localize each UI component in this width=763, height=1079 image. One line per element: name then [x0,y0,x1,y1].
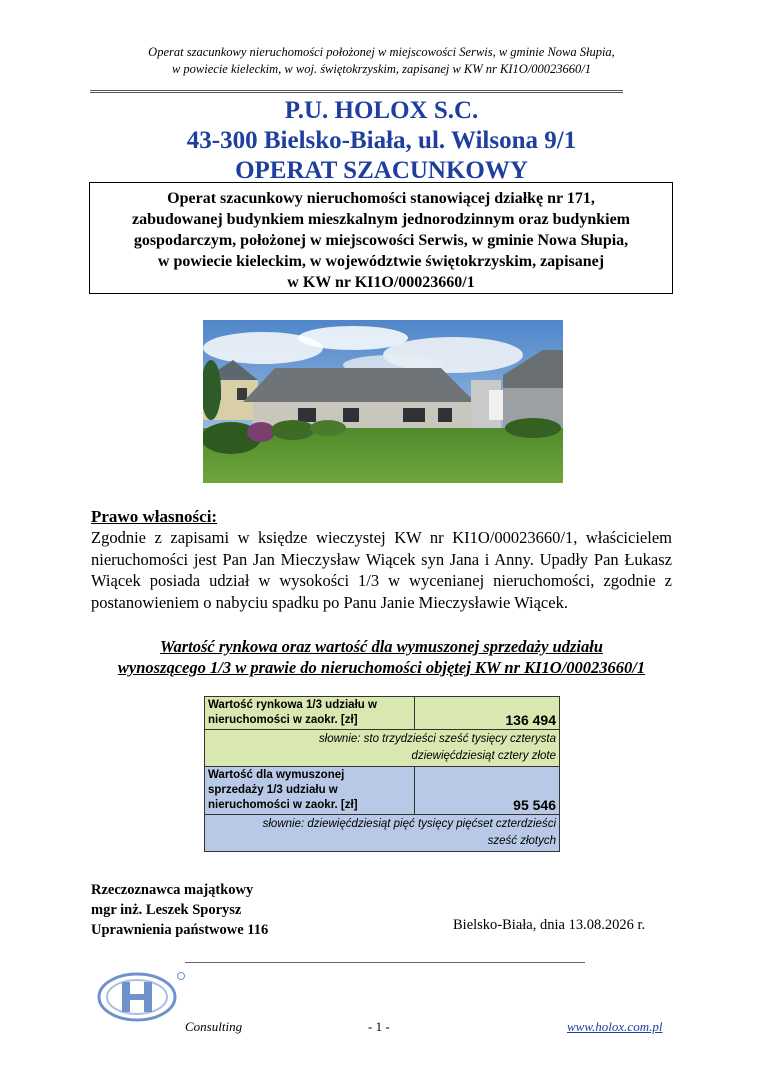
valuation-title [80,636,683,678]
company-block [60,96,703,186]
description-line: gospodarczym, położonej w miejscowości Serwis, w gminie Nowa Słupia, [133,232,629,249]
label-line: Wartość rynkowa 1/3 udziału w [208,699,377,711]
forced-sale-row [205,767,560,815]
ownership-text: Zgodnie z zapisami w księdze wieczystej KW nr KI1O/00023660/1, właścicielem nieruchomości jest Pan Jan Mieczysław Wiącek syn Jana i Anny. Upadły Pan Łukasz Wiącek posiada udział w wysokości 1/3 w wycenianej nieruchomości, zgodnie z postanowieniem o nabyciu spadku po Panu Janie Mieczysławie Wiącek. [91,528,672,612]
forced-sale-words [205,815,560,852]
words-line: słownie: dziewięćdziesiąt pięć tysięcy pięćset czterdzieści [262,818,556,830]
header-line-1: Operat szacunkowy nieruchomości położonej w miejscowości Serwis, w gminie Nowa Słupia, [148,45,615,59]
words-line: dziewięćdziesiąt cztery złote [411,750,556,762]
document-type: OPERAT SZACUNKOWY [235,157,528,184]
property-photo [203,320,563,483]
description-line: w KW nr KI1O/00023660/1 [287,274,475,291]
footer-divider [185,962,585,963]
market-value-label [205,697,415,730]
holox-logo-icon [97,970,187,1027]
valuation-title-line: Wartość rynkowa oraz wartość dla wymuszonej sprzedaży udziału [160,637,603,656]
label-line: Wartość dla wymuszonej [208,769,345,781]
company-address: 43-300 Bielsko-Biała, ul. Wilsona 9/1 [186,127,577,154]
ownership-heading: Prawo własności: [91,507,218,526]
forced-sale-words-row [205,815,560,852]
appraiser-name: mgr inż. Leszek Sporysz [91,902,242,918]
page-number: - 1 - [368,1019,390,1034]
label-line: sprzedaży 1/3 udziału w [208,784,338,796]
market-value-words [205,730,560,767]
header-divider [90,90,623,93]
appraiser-signature [91,880,268,940]
forced-sale-amount: 95 546 [415,767,560,815]
label-line: nieruchomości w zaokr. [zł] [208,714,358,726]
label-line: nieruchomości w zaokr. [zł] [208,799,358,811]
description-line: zabudowanej budynkiem mieszkalnym jednorodzinnym oraz budynkiem [132,211,630,228]
forced-sale-label [205,767,415,815]
market-value-words-row [205,730,560,767]
description-line: w powiecie kieleckim, w województwie świętokrzyskim, zapisanej [157,253,605,270]
market-value-amount: 136 494 [415,697,560,730]
property-description-box [89,182,673,294]
words-line: sześć złotych [487,835,556,847]
footer-consulting: Consulting [185,1019,243,1034]
words-line: słownie: sto trzydzieści sześć tysięcy czterysta [318,733,556,745]
company-name: P.U. HOLOX S.C. [284,97,479,124]
header-line-2: w powiecie kieleckim, w woj. świętokrzyskim, zapisanej w KW nr KI1O/00023660/1 [171,62,592,76]
market-value-row [205,697,560,730]
valuation-title-line: wynoszącego 1/3 w prawie do nieruchomości objętej KW nr KI1O/00023660/1 [117,658,646,677]
footer-website-link[interactable]: www.holox.com.pl [567,1019,663,1034]
description-line: Operat szacunkowy nieruchomości stanowiącej działkę nr 171, [167,190,595,207]
running-header [60,44,703,78]
valuation-table [204,696,560,852]
appraiser-license: Uprawnienia państwowe 116 [91,922,269,938]
appraiser-role: Rzeczoznawca majątkowy [91,882,254,898]
place-date: Bielsko-Biała, dnia 13.08.2026 r. [453,917,646,933]
